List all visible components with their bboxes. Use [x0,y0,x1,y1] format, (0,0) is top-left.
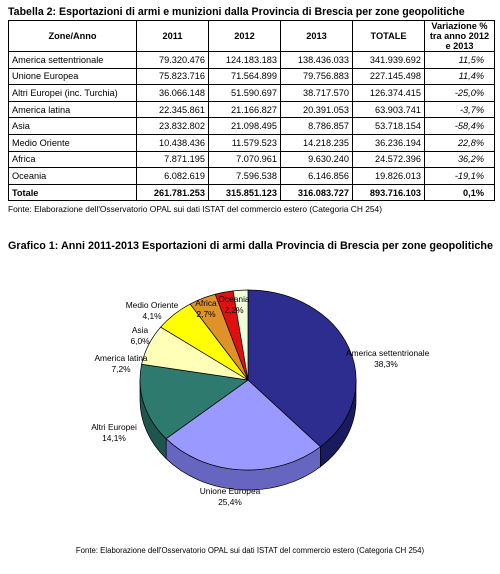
zone-cell: Asia [9,118,137,135]
pie-value-label: 2,2% [224,305,244,315]
pie-label: Asia [131,325,149,335]
pie-label: Altri Europei [91,422,137,432]
chart-title: Grafico 1: Anni 2011-2013 Esportazioni di armi dalla Provincia di Brescia per zone geopolitiche [8,240,494,252]
value-cell: 126.374.415 [353,85,425,102]
variation-cell: -19,1% [425,168,495,185]
value-cell: 19.826.013 [353,168,425,185]
table-row [9,68,495,85]
variation-cell: 36,2% [425,151,495,168]
pie-label: Medio Oriente [125,300,179,310]
value-cell: 124.183.183 [209,52,281,69]
header-totale: TOTALE [353,21,425,52]
pie-label: Oceania [218,294,250,304]
value-cell: 22.345.861 [137,101,209,118]
chart-source-note: Fonte: Elaborazione dell'Osservatorio OPAL sui dati ISTAT del commercio estero (Categoria CH 254) [75,546,425,555]
table-title: Tabella 2: Esportazioni di armi e munizioni dalla Provincia di Brescia per zone geopolitiche [8,6,465,18]
variation-cell: -58,4% [425,118,495,135]
variation-cell: -25,0% [425,85,495,102]
value-cell: 75.823.716 [137,68,209,85]
pie-label: Africa [195,298,217,308]
value-cell: 38.717.570 [281,85,353,102]
pie-label: America latina [94,353,148,363]
variation-cell: 11,5% [425,52,495,69]
value-cell: 7.070.961 [209,151,281,168]
value-cell: 8.786.857 [281,118,353,135]
header-2012: 2012 [209,21,281,52]
zone-cell: Africa [9,151,137,168]
value-cell: 316.083.727 [281,184,353,201]
table-row [9,118,495,135]
value-cell: 79.756.883 [281,68,353,85]
header-zone: Zone/Anno [9,21,137,52]
table-source-note: Fonte: Elaborazione dell'Osservatorio OPAL sui dati ISTAT del commercio estero (Categoria CH 254) [8,204,382,214]
table-row [9,134,495,151]
pie-value-label: 38,3% [374,359,398,369]
pie-value-label: 14,1% [102,433,126,443]
value-cell: 63.903.741 [353,101,425,118]
variation-cell: 22,8% [425,134,495,151]
value-cell: 36.066.148 [137,85,209,102]
pie-label: Unione Europea [199,486,261,496]
value-cell: 53.718.154 [353,118,425,135]
value-cell: 51.590.697 [209,85,281,102]
value-cell: 7.871.195 [137,151,209,168]
value-cell: 79.320.476 [137,52,209,69]
zone-cell: Oceania [9,168,137,185]
value-cell: 21.166.827 [209,101,281,118]
variation-cell: 11,4% [425,68,495,85]
value-cell: 10.438.436 [137,134,209,151]
pie-value-label: 2,7% [196,309,216,319]
header-variazione: Variazione % tra anno 2012 e 2013 [425,21,495,52]
value-cell: 341.939.692 [353,52,425,69]
pie-chart [0,255,500,540]
pie-label: America settentrionale [346,348,430,358]
value-cell: 11.579.523 [209,134,281,151]
table-row [9,85,495,102]
pie-value-label: 25,4% [218,497,242,507]
header-2013: 2013 [281,21,353,52]
zone-cell: Totale [9,184,137,201]
exports-table [8,20,495,201]
pie-value-label: 4,1% [142,311,162,321]
value-cell: 6.082.619 [137,168,209,185]
variation-cell: 0,1% [425,184,495,201]
zone-cell: Unione Europea [9,68,137,85]
value-cell: 14.218.235 [281,134,353,151]
value-cell: 227.145.498 [353,68,425,85]
pie-value-label: 7,2% [111,364,131,374]
zone-cell: America latina [9,101,137,118]
value-cell: 9.630.240 [281,151,353,168]
value-cell: 893.716.103 [353,184,425,201]
value-cell: 23.832.802 [137,118,209,135]
value-cell: 315.851.123 [209,184,281,201]
value-cell: 261.781.253 [137,184,209,201]
table-row [9,52,495,69]
zone-cell: America settentrionale [9,52,137,69]
value-cell: 20.391.053 [281,101,353,118]
value-cell: 7.596.538 [209,168,281,185]
value-cell: 36.236.194 [353,134,425,151]
value-cell: 24.572.396 [353,151,425,168]
variation-cell: -3,7% [425,101,495,118]
value-cell: 138.436.033 [281,52,353,69]
pie-value-label: 6,0% [130,336,150,346]
table-row [9,151,495,168]
table-row [9,168,495,185]
zone-cell: Medio Oriente [9,134,137,151]
value-cell: 71.564.899 [209,68,281,85]
zone-cell: Altri Europei (inc. Turchia) [9,85,137,102]
table-header-row [9,21,495,52]
value-cell: 21.098.495 [209,118,281,135]
header-2011: 2011 [137,21,209,52]
table-row [9,101,495,118]
value-cell: 6.146.856 [281,168,353,185]
table-total-row [9,184,495,201]
